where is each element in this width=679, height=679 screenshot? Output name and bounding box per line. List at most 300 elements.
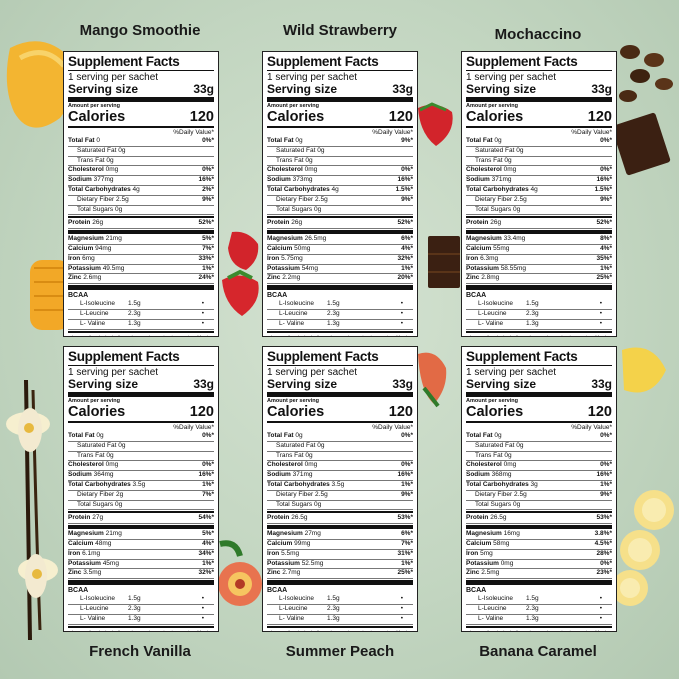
nutrient-daily-value: 53%* bbox=[596, 514, 612, 522]
nutrient-amount: 2g bbox=[116, 490, 124, 498]
nutrient-row-total-carbohydrates bbox=[68, 186, 214, 196]
bcaa-amount: 2.3g bbox=[327, 604, 340, 612]
nutrient-row-total-sugars bbox=[466, 206, 612, 216]
nutrient-row-total-sugars bbox=[68, 501, 214, 511]
nutrient-name: Total Sugars bbox=[475, 205, 512, 213]
nutrient-row-magnesium bbox=[267, 530, 413, 540]
amount-per-serving: Amount per serving bbox=[466, 103, 518, 109]
nutrient-daily-value: 5%* bbox=[202, 530, 214, 538]
nutrient-daily-value: 25%* bbox=[596, 274, 612, 282]
bcaa-heading: BCAA bbox=[466, 292, 487, 300]
nutrient-name: Calcium bbox=[466, 539, 492, 547]
bcaa-row-l-isoleucine bbox=[267, 595, 413, 605]
nutrient-row-zinc bbox=[267, 274, 413, 284]
bcaa-amount: 1.5g bbox=[526, 300, 539, 308]
bcaa-name: L-Leucine bbox=[80, 604, 109, 612]
nutrient-amount: 5.75mg bbox=[281, 254, 303, 262]
peach-illustration-top bbox=[418, 348, 448, 408]
nutrient-name: Saturated Fat bbox=[276, 441, 316, 449]
nutrient-daily-value: 0%* bbox=[202, 166, 214, 174]
calories-label: Calories bbox=[68, 404, 126, 420]
nutrient-amount: 0g bbox=[504, 451, 512, 459]
nutrient-row-sodium bbox=[267, 176, 413, 186]
nutrient-amount: 0g bbox=[305, 156, 313, 164]
bcaa-name: L- Valine bbox=[478, 614, 504, 622]
nutrient-amount: 0 bbox=[96, 137, 101, 144]
nutrient-name: Protein bbox=[267, 219, 290, 227]
nutrient-name: Protein bbox=[68, 219, 91, 227]
nutrient-row-protein bbox=[68, 219, 214, 229]
calories-row bbox=[267, 110, 413, 125]
bcaa-amount: 2.3g bbox=[128, 309, 141, 317]
nutrient-amount: 3g bbox=[530, 480, 538, 488]
nutrient-row-trans-fat bbox=[68, 452, 214, 462]
bcaa-name: L-Leucine bbox=[478, 309, 507, 317]
nutrient-name: Dietary Fiber bbox=[77, 195, 115, 203]
bcaa-row-l-leucine bbox=[68, 310, 214, 320]
nutrient-amount: 0g bbox=[504, 156, 512, 164]
nutrient-daily-value: 24%* bbox=[198, 274, 214, 282]
bcaa-name: L-Isoleucine bbox=[279, 595, 315, 603]
bcaa-row-l-leucine bbox=[267, 310, 413, 320]
nutrient-amount: 49.5mg bbox=[102, 264, 125, 272]
nutrient-name: Potassium bbox=[68, 559, 101, 567]
serving-size-label: Serving size bbox=[466, 377, 537, 391]
nutrient-amount: 0g bbox=[96, 432, 104, 439]
nutrient-amount: 0g bbox=[313, 205, 322, 213]
nutrient-row-trans-fat bbox=[68, 157, 214, 167]
amount-per-serving: Amount per serving bbox=[267, 103, 319, 109]
nutrient-name: Total Carbohydrates bbox=[267, 480, 330, 488]
nutrient-daily-value: 4%* bbox=[401, 244, 413, 252]
panel-title: Supplement Facts bbox=[68, 54, 180, 69]
bcaa-name: L- Valine bbox=[80, 319, 106, 327]
bcaa-daily-value: • bbox=[599, 309, 602, 317]
nutrient-daily-value: 16%* bbox=[397, 471, 413, 479]
nutrient-amount: 0g bbox=[106, 451, 114, 459]
nutrient-amount: 0g bbox=[494, 137, 502, 144]
bcaa-row-l-leucine bbox=[466, 310, 612, 320]
nutrient-row-total-carbohydrates bbox=[466, 481, 612, 491]
nutrient-name: Zinc bbox=[68, 274, 82, 282]
serving-size-label: Serving size bbox=[267, 377, 338, 391]
nutrient-daily-value: 0%* bbox=[600, 559, 612, 567]
nutrient-name: Dietary Fiber bbox=[276, 490, 314, 498]
nutrient-daily-value: 1%* bbox=[401, 264, 413, 272]
nutrient-amount: 0mg bbox=[500, 559, 514, 567]
nutrient-amount: 0g bbox=[516, 441, 524, 449]
nutrient-name: Total Fat bbox=[267, 432, 294, 439]
nutrient-daily-value: 0%* bbox=[600, 461, 612, 469]
nutrient-row-cholesterol bbox=[267, 166, 413, 176]
nutrient-name: Sodium bbox=[267, 176, 291, 184]
nutrient-name: Total Carbohydrates bbox=[466, 480, 529, 488]
nutrient-row-zinc bbox=[68, 569, 214, 579]
bcaa-daily-value: • bbox=[599, 300, 602, 308]
nutrient-amount: 26g bbox=[291, 219, 303, 227]
bcaa-name: L-Isoleucine bbox=[80, 300, 116, 308]
nutrient-name: Sodium bbox=[466, 471, 490, 479]
serving-size-label: Serving size bbox=[466, 82, 537, 96]
nutrient-daily-value: 0%* bbox=[202, 461, 214, 469]
nutrient-amount: 377mg bbox=[93, 176, 114, 184]
nutrient-row-saturated-fat bbox=[68, 442, 214, 452]
nutrient-name: Saturated Fat bbox=[77, 146, 117, 154]
nutrient-row-calcium bbox=[466, 540, 612, 550]
servings-per-container: 1 serving per sachet bbox=[466, 367, 557, 378]
nutrient-daily-value: 9%* bbox=[401, 490, 413, 498]
nutrient-amount: 0mg bbox=[105, 461, 119, 469]
nutrient-row-calcium bbox=[267, 245, 413, 255]
bcaa-row-l-valine bbox=[68, 615, 214, 625]
bcaa-heading: BCAA bbox=[267, 587, 288, 595]
serving-size-value: 33g bbox=[591, 82, 612, 96]
nutrient-daily-value: 1%* bbox=[600, 264, 612, 272]
serving-size-row bbox=[466, 378, 612, 391]
nutrient-row-total-fat bbox=[466, 137, 612, 147]
nutrient-daily-value: 7%* bbox=[202, 244, 214, 252]
nutrient-amount: 26g bbox=[490, 219, 502, 227]
nutrient-row-saturated-fat bbox=[68, 147, 214, 157]
daily-value-footnote bbox=[68, 335, 214, 337]
nutrient-amount: 0g bbox=[317, 146, 325, 154]
servings-per-container: 1 serving per sachet bbox=[466, 72, 557, 83]
nutrient-row-sodium bbox=[68, 471, 214, 481]
nutrient-row-dietary-fiber bbox=[267, 491, 413, 501]
bcaa-name: L- Valine bbox=[279, 614, 305, 622]
nutrient-row-iron bbox=[466, 550, 612, 560]
bcaa-daily-value: • bbox=[201, 309, 204, 317]
nutrient-amount: 6mg bbox=[82, 254, 95, 262]
nutrient-daily-value: 0%* bbox=[401, 432, 413, 439]
nutrient-row-saturated-fat bbox=[267, 442, 413, 452]
bcaa-daily-value: • bbox=[201, 604, 204, 612]
nutrient-daily-value: 52%* bbox=[397, 219, 413, 227]
nutrient-row-total-carbohydrates bbox=[267, 481, 413, 491]
nutrient-daily-value: 16%* bbox=[397, 176, 413, 184]
nutrient-amount: 3.5g bbox=[331, 480, 345, 488]
nutrient-amount: 4g bbox=[530, 185, 538, 193]
nutrient-daily-value: 9%* bbox=[600, 195, 612, 203]
nutrient-row-sodium bbox=[267, 471, 413, 481]
nutrient-amount: 27g bbox=[92, 514, 104, 522]
bcaa-heading: BCAA bbox=[68, 587, 89, 595]
nutrient-amount: 58.55mg bbox=[500, 264, 526, 272]
nutrient-name: Cholesterol bbox=[466, 461, 502, 469]
nutrient-row-calcium bbox=[68, 245, 214, 255]
nutrient-daily-value: 32%* bbox=[397, 254, 413, 262]
banana-illustration bbox=[612, 340, 679, 640]
nutrient-name: Zinc bbox=[267, 569, 281, 577]
nutrient-name: Total Fat bbox=[68, 432, 95, 439]
supplement-facts-panel-summer-peach bbox=[262, 346, 418, 632]
nutrient-amount: 371mg bbox=[491, 176, 512, 184]
bcaa-row-l-isoleucine bbox=[68, 300, 214, 310]
nutrient-daily-value: 2%* bbox=[202, 185, 214, 193]
nutrient-amount: 2.5mg bbox=[481, 569, 500, 577]
bcaa-amount: 1.5g bbox=[128, 300, 141, 308]
serving-size-row bbox=[68, 83, 214, 96]
nutrient-daily-value: 6%* bbox=[401, 235, 413, 243]
nutrient-row-magnesium bbox=[267, 235, 413, 245]
bcaa-amount: 1.5g bbox=[327, 300, 340, 308]
nutrient-daily-value: 8%* bbox=[600, 235, 612, 243]
supplement-facts-panel-mango-smoothie bbox=[63, 51, 219, 337]
bcaa-daily-value: • bbox=[201, 300, 204, 308]
bcaa-row-l-valine bbox=[68, 320, 214, 330]
nutrient-amount: 368mg bbox=[491, 471, 512, 479]
nutrient-name: Potassium bbox=[267, 559, 300, 567]
serving-size-row bbox=[466, 83, 612, 96]
nutrient-name: Trans Fat bbox=[77, 451, 105, 459]
nutrient-amount: 371mg bbox=[292, 471, 313, 479]
calories-value: 120 bbox=[587, 404, 612, 420]
nutrient-amount: 45mg bbox=[102, 559, 119, 567]
nutrient-row-zinc bbox=[466, 274, 612, 284]
nutrient-row-magnesium bbox=[466, 530, 612, 540]
nutrient-name: Dietary Fiber bbox=[475, 195, 513, 203]
bcaa-row-l-valine bbox=[466, 615, 612, 625]
nutrient-amount: 26.5mg bbox=[304, 235, 327, 243]
nutrient-row-trans-fat bbox=[466, 452, 612, 462]
amount-per-serving: Amount per serving bbox=[68, 103, 120, 109]
serving-size-label: Serving size bbox=[68, 82, 139, 96]
bcaa-row-l-leucine bbox=[466, 605, 612, 615]
nutrient-name: Saturated Fat bbox=[475, 441, 515, 449]
nutrient-name: Zinc bbox=[267, 274, 281, 282]
nutrient-amount: 6.3mg bbox=[480, 254, 499, 262]
nutrient-amount: 21mg bbox=[105, 530, 122, 538]
serving-size-value: 33g bbox=[193, 82, 214, 96]
nutrient-name: Protein bbox=[68, 514, 91, 522]
daily-value-footnote bbox=[466, 335, 612, 337]
bcaa-row-l-isoleucine bbox=[267, 300, 413, 310]
nutrient-name: Trans Fat bbox=[475, 451, 503, 459]
nutrient-row-calcium bbox=[267, 540, 413, 550]
nutrient-daily-value: 5%* bbox=[202, 235, 214, 243]
nutrient-row-zinc bbox=[68, 274, 214, 284]
nutrient-daily-value: 3.8%* bbox=[594, 530, 612, 538]
bcaa-daily-value: • bbox=[201, 319, 204, 327]
nutrient-name: Zinc bbox=[68, 569, 82, 577]
bcaa-daily-value: • bbox=[201, 614, 204, 622]
nutrient-daily-value: 28%* bbox=[596, 549, 612, 557]
nutrient-amount: 52.5mg bbox=[301, 559, 324, 567]
calories-row bbox=[68, 110, 214, 125]
bcaa-name: L- Valine bbox=[279, 319, 305, 327]
nutrient-name: Cholesterol bbox=[68, 166, 104, 174]
daily-value-footnote bbox=[267, 335, 413, 337]
nutrient-row-dietary-fiber bbox=[267, 196, 413, 206]
nutrient-name: Sodium bbox=[267, 471, 291, 479]
nutrient-daily-value: 1%* bbox=[202, 264, 214, 272]
nutrient-daily-value: 33%* bbox=[198, 254, 214, 262]
nutrient-daily-value: 16%* bbox=[198, 471, 214, 479]
supplement-facts-panel-mochaccino bbox=[461, 51, 617, 337]
nutrient-daily-value: 32%* bbox=[198, 569, 214, 577]
bcaa-name: L-Leucine bbox=[279, 604, 308, 612]
nutrient-amount: 21mg bbox=[105, 235, 122, 243]
bcaa-amount: 1.3g bbox=[128, 319, 141, 327]
nutrient-name: Magnesium bbox=[466, 530, 502, 538]
serving-size-row bbox=[68, 378, 214, 391]
nutrient-daily-value: 1%* bbox=[202, 559, 214, 567]
nutrient-amount: 26.5g bbox=[291, 514, 308, 522]
nutrient-amount: 0g bbox=[118, 441, 126, 449]
bcaa-name: L- Valine bbox=[478, 319, 504, 327]
nutrient-amount: 0g bbox=[313, 500, 322, 508]
nutrient-row-saturated-fat bbox=[466, 147, 612, 157]
bcaa-daily-value: • bbox=[201, 595, 204, 603]
bcaa-daily-value: • bbox=[599, 614, 602, 622]
bcaa-row-l-isoleucine bbox=[466, 595, 612, 605]
nutrient-name: Dietary Fiber bbox=[77, 490, 115, 498]
calories-row bbox=[466, 110, 612, 125]
calories-value: 120 bbox=[189, 109, 214, 125]
nutrient-row-magnesium bbox=[68, 235, 214, 245]
nutrient-daily-value: 31%* bbox=[397, 549, 413, 557]
daily-value-header: %Daily Value* bbox=[372, 424, 413, 431]
nutrient-name: Total Carbohydrates bbox=[466, 185, 529, 193]
nutrient-name: Magnesium bbox=[267, 235, 303, 243]
nutrient-name: Total Fat bbox=[267, 137, 294, 144]
supplement-facts-panel-banana-caramel bbox=[461, 346, 617, 632]
nutrient-name: Calcium bbox=[267, 244, 293, 252]
nutrient-row-total-sugars bbox=[267, 206, 413, 216]
serving-size-value: 33g bbox=[591, 377, 612, 391]
nutrient-daily-value: 52%* bbox=[596, 219, 612, 227]
nutrient-daily-value: 4%* bbox=[202, 539, 214, 547]
nutrient-daily-value: 1%* bbox=[401, 559, 413, 567]
nutrient-amount: 2.7mg bbox=[282, 569, 301, 577]
nutrient-amount: 0mg bbox=[503, 166, 517, 174]
nutrient-daily-value: 53%* bbox=[397, 514, 413, 522]
nutrient-name: Magnesium bbox=[466, 235, 502, 243]
nutrient-row-iron bbox=[466, 255, 612, 265]
servings-per-container: 1 serving per sachet bbox=[267, 72, 358, 83]
bcaa-name: L-Leucine bbox=[478, 604, 507, 612]
bcaa-daily-value: • bbox=[400, 614, 403, 622]
bcaa-row-l-valine bbox=[267, 615, 413, 625]
nutrient-amount: 373mg bbox=[292, 176, 313, 184]
nutrient-row-sodium bbox=[466, 471, 612, 481]
nutrient-row-sodium bbox=[466, 176, 612, 186]
nutrient-amount: 2.8mg bbox=[481, 274, 500, 282]
calories-value: 120 bbox=[388, 109, 413, 125]
nutrient-name: Trans Fat bbox=[77, 156, 105, 164]
nutrient-name: Trans Fat bbox=[276, 156, 304, 164]
nutrient-name: Protein bbox=[466, 219, 489, 227]
nutrient-name: Iron bbox=[68, 549, 81, 557]
nutrient-amount: 55mg bbox=[493, 244, 510, 252]
bcaa-row-l-leucine bbox=[267, 605, 413, 615]
nutrient-name: Potassium bbox=[267, 264, 300, 272]
bcaa-name: L-Isoleucine bbox=[478, 300, 514, 308]
bcaa-name: L-Leucine bbox=[80, 309, 109, 317]
nutrient-row-saturated-fat bbox=[466, 442, 612, 452]
daily-value-footnote bbox=[68, 630, 214, 632]
strawberry-illustration-right bbox=[416, 100, 456, 150]
panel-title: Supplement Facts bbox=[267, 54, 379, 69]
nutrient-amount: 2.6mg bbox=[83, 274, 102, 282]
nutrient-name: Saturated Fat bbox=[475, 146, 515, 154]
calories-label: Calories bbox=[466, 109, 524, 125]
nutrient-name: Total Sugars bbox=[475, 500, 512, 508]
peach-illustration bbox=[216, 540, 264, 610]
calories-row bbox=[267, 405, 413, 420]
nutrient-amount: 2.5g bbox=[315, 195, 328, 203]
panel-title: Supplement Facts bbox=[466, 54, 578, 69]
bcaa-heading: BCAA bbox=[68, 292, 89, 300]
nutrient-amount: 50mg bbox=[294, 244, 311, 252]
nutrient-amount: 58mg bbox=[493, 539, 510, 547]
daily-value-header: %Daily Value* bbox=[173, 424, 214, 431]
nutrient-name: Zinc bbox=[466, 569, 480, 577]
nutrient-row-potassium bbox=[68, 265, 214, 275]
nutrient-amount: 0mg bbox=[304, 166, 318, 174]
calories-label: Calories bbox=[267, 109, 325, 125]
nutrient-row-calcium bbox=[68, 540, 214, 550]
servings-per-container: 1 serving per sachet bbox=[68, 367, 159, 378]
nutrient-name: Total Fat bbox=[466, 137, 493, 144]
nutrient-name: Total Carbohydrates bbox=[68, 185, 131, 193]
nutrient-row-dietary-fiber bbox=[68, 491, 214, 501]
nutrient-amount: 0g bbox=[512, 205, 521, 213]
nutrient-name: Cholesterol bbox=[267, 461, 303, 469]
nutrient-row-iron bbox=[68, 550, 214, 560]
panel-title: Supplement Facts bbox=[466, 349, 578, 364]
calories-label: Calories bbox=[68, 109, 126, 125]
bcaa-daily-value: • bbox=[400, 319, 403, 327]
nutrient-row-potassium bbox=[466, 265, 612, 275]
nutrient-name: Magnesium bbox=[267, 530, 303, 538]
nutrient-name: Sodium bbox=[68, 176, 92, 184]
nutrient-name: Potassium bbox=[68, 264, 101, 272]
nutrient-row-protein bbox=[466, 219, 612, 229]
flavor-label-mango-smoothie: Mango Smoothie bbox=[79, 22, 201, 39]
bcaa-row-l-valine bbox=[466, 320, 612, 330]
serving-size-value: 33g bbox=[392, 377, 413, 391]
nutrient-name: Iron bbox=[68, 254, 81, 262]
nutrient-row-zinc bbox=[466, 569, 612, 579]
calories-value: 120 bbox=[587, 109, 612, 125]
nutrient-daily-value: 16%* bbox=[596, 176, 612, 184]
nutrient-row-potassium bbox=[267, 265, 413, 275]
nutrient-name: Saturated Fat bbox=[276, 146, 316, 154]
nutrient-row-potassium bbox=[466, 560, 612, 570]
nutrient-row-total-fat bbox=[267, 137, 413, 147]
nutrient-daily-value: 25%* bbox=[397, 569, 413, 577]
nutrient-name: Protein bbox=[466, 514, 489, 522]
bcaa-daily-value: • bbox=[400, 604, 403, 612]
nutrient-row-protein bbox=[68, 514, 214, 524]
flavor-label-summer-peach: Summer Peach bbox=[285, 643, 395, 660]
bcaa-amount: 2.3g bbox=[128, 604, 141, 612]
daily-value-header: %Daily Value* bbox=[571, 424, 612, 431]
flavor-label-wild-strawberry: Wild Strawberry bbox=[282, 22, 398, 39]
bcaa-daily-value: • bbox=[599, 319, 602, 327]
bcaa-amount: 2.3g bbox=[526, 604, 539, 612]
nutrient-row-dietary-fiber bbox=[68, 196, 214, 206]
strawberry-illustration bbox=[218, 230, 266, 320]
bcaa-daily-value: • bbox=[599, 595, 602, 603]
nutrient-name: Cholesterol bbox=[466, 166, 502, 174]
calories-label: Calories bbox=[267, 404, 325, 420]
nutrient-amount: 0g bbox=[106, 156, 114, 164]
nutrient-row-protein bbox=[267, 514, 413, 524]
bcaa-name: L-Isoleucine bbox=[478, 595, 514, 603]
serving-size-value: 33g bbox=[193, 377, 214, 391]
